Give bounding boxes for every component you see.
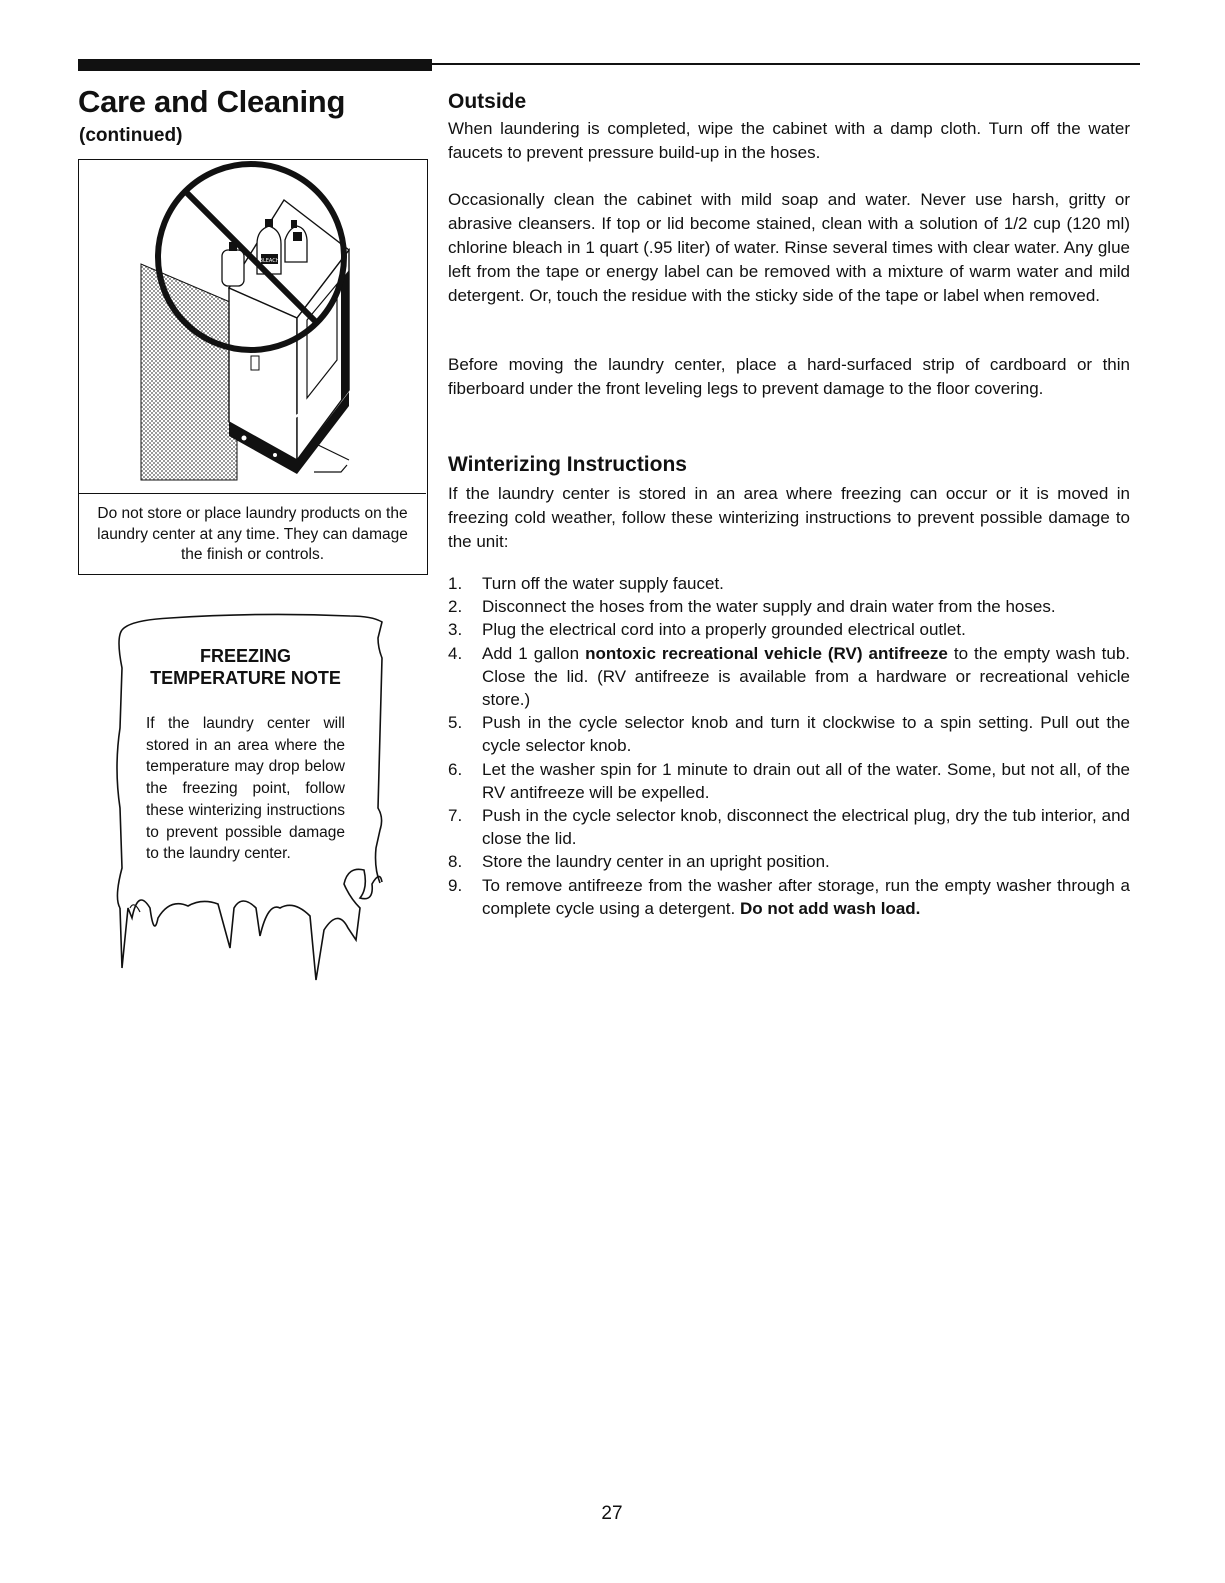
header-rule-thin — [432, 63, 1140, 65]
note-body: If the laundry center will stored in an area where the temperature may drop below the freezing point, follow these winterizing instructions to prevent possible damage to the laundry center. — [146, 715, 345, 863]
step-item: 4. Add 1 gallon nontoxic recreational vehicle (RV) antifreeze to the empty wash tub. Close the lid. (RV antifreeze is available from a hardware or recreational vehicle store.) — [448, 643, 1130, 710]
step-item: 5. Push in the cycle selector knob and turn it clockwise to a spin setting. Pull out the cycle selector knob. — [448, 713, 1130, 756]
page-subtitle: (continued) — [79, 125, 183, 146]
outside-paragraph-3: Before moving the laundry center, place a hard-surfaced strip of cardboard or thin fiberboard under the front leveling legs to prevent damage to the floor covering. — [448, 355, 1130, 398]
page-title: Care and Cleaning — [78, 84, 346, 119]
note-title-line-2: TEMPERATURE NOTE — [150, 668, 341, 688]
outside-paragraph-2: Occasionally clean the cabinet with mild soap and water. Never use harsh, gritty or abrasive cleansers. If top or lid become stained, clean with a solution of 1/2 cup (120 ml) chlorine bleach in 1 quart (.95 liter) of water. Rinse several times with clear water. Any glue left from the tape or energy label can be removed with a mixture of warm water and mild detergent. Or, touch the residue with the sticky side of the tape or label when removed. — [448, 190, 1130, 305]
winterizing-intro: If the laundry center is stored in an area where freezing can occur or it is moved in freezing cold weather, follow these winterizing instructions to prevent possible damage to the unit: — [448, 484, 1130, 551]
step-item: 1. Turn off the water supply faucet. — [448, 574, 724, 593]
warning-figure — [78, 159, 428, 575]
page-number: 27 — [601, 1503, 623, 1524]
step-item: 3. Plug the electrical cord into a properly grounded electrical outlet. — [448, 620, 966, 640]
header-rule-thick — [78, 59, 432, 71]
step-item: 9. To remove antifreeze from the washer after storage, run the empty washer through a complete cycle using a detergent. Do not add wash load. — [448, 875, 1130, 918]
winterizing-heading: Winterizing Instructions — [448, 453, 687, 476]
winterizing-steps — [448, 572, 1130, 920]
step-item: 6. Let the washer spin for 1 minute to drain out all of the water. Some, but not all, of the RV antifreeze will be expelled. — [448, 759, 1130, 802]
outside-paragraph-1: When laundering is completed, wipe the cabinet with a damp cloth. Turn off the water faucets to prevent pressure build-up in the hoses. — [448, 119, 1130, 162]
outside-heading: Outside — [448, 90, 527, 113]
bottle-label: BLEACH — [259, 258, 280, 264]
note-title-line-1: FREEZING — [199, 646, 291, 666]
figure-caption: Do not store or place laundry products on the laundry center at any time. They can damage the finish or controls. — [79, 493, 426, 573]
step-item: 2. Disconnect the hoses from the water supply and drain water from the hoses. — [448, 597, 1056, 617]
no-products-illustration — [79, 160, 426, 493]
step-item: 8. Store the laundry center in an upright position. — [448, 852, 830, 872]
step-item: 7. Push in the cycle selector knob, disconnect the electrical plug, dry the tub interior, and close the lid. — [448, 806, 1130, 849]
